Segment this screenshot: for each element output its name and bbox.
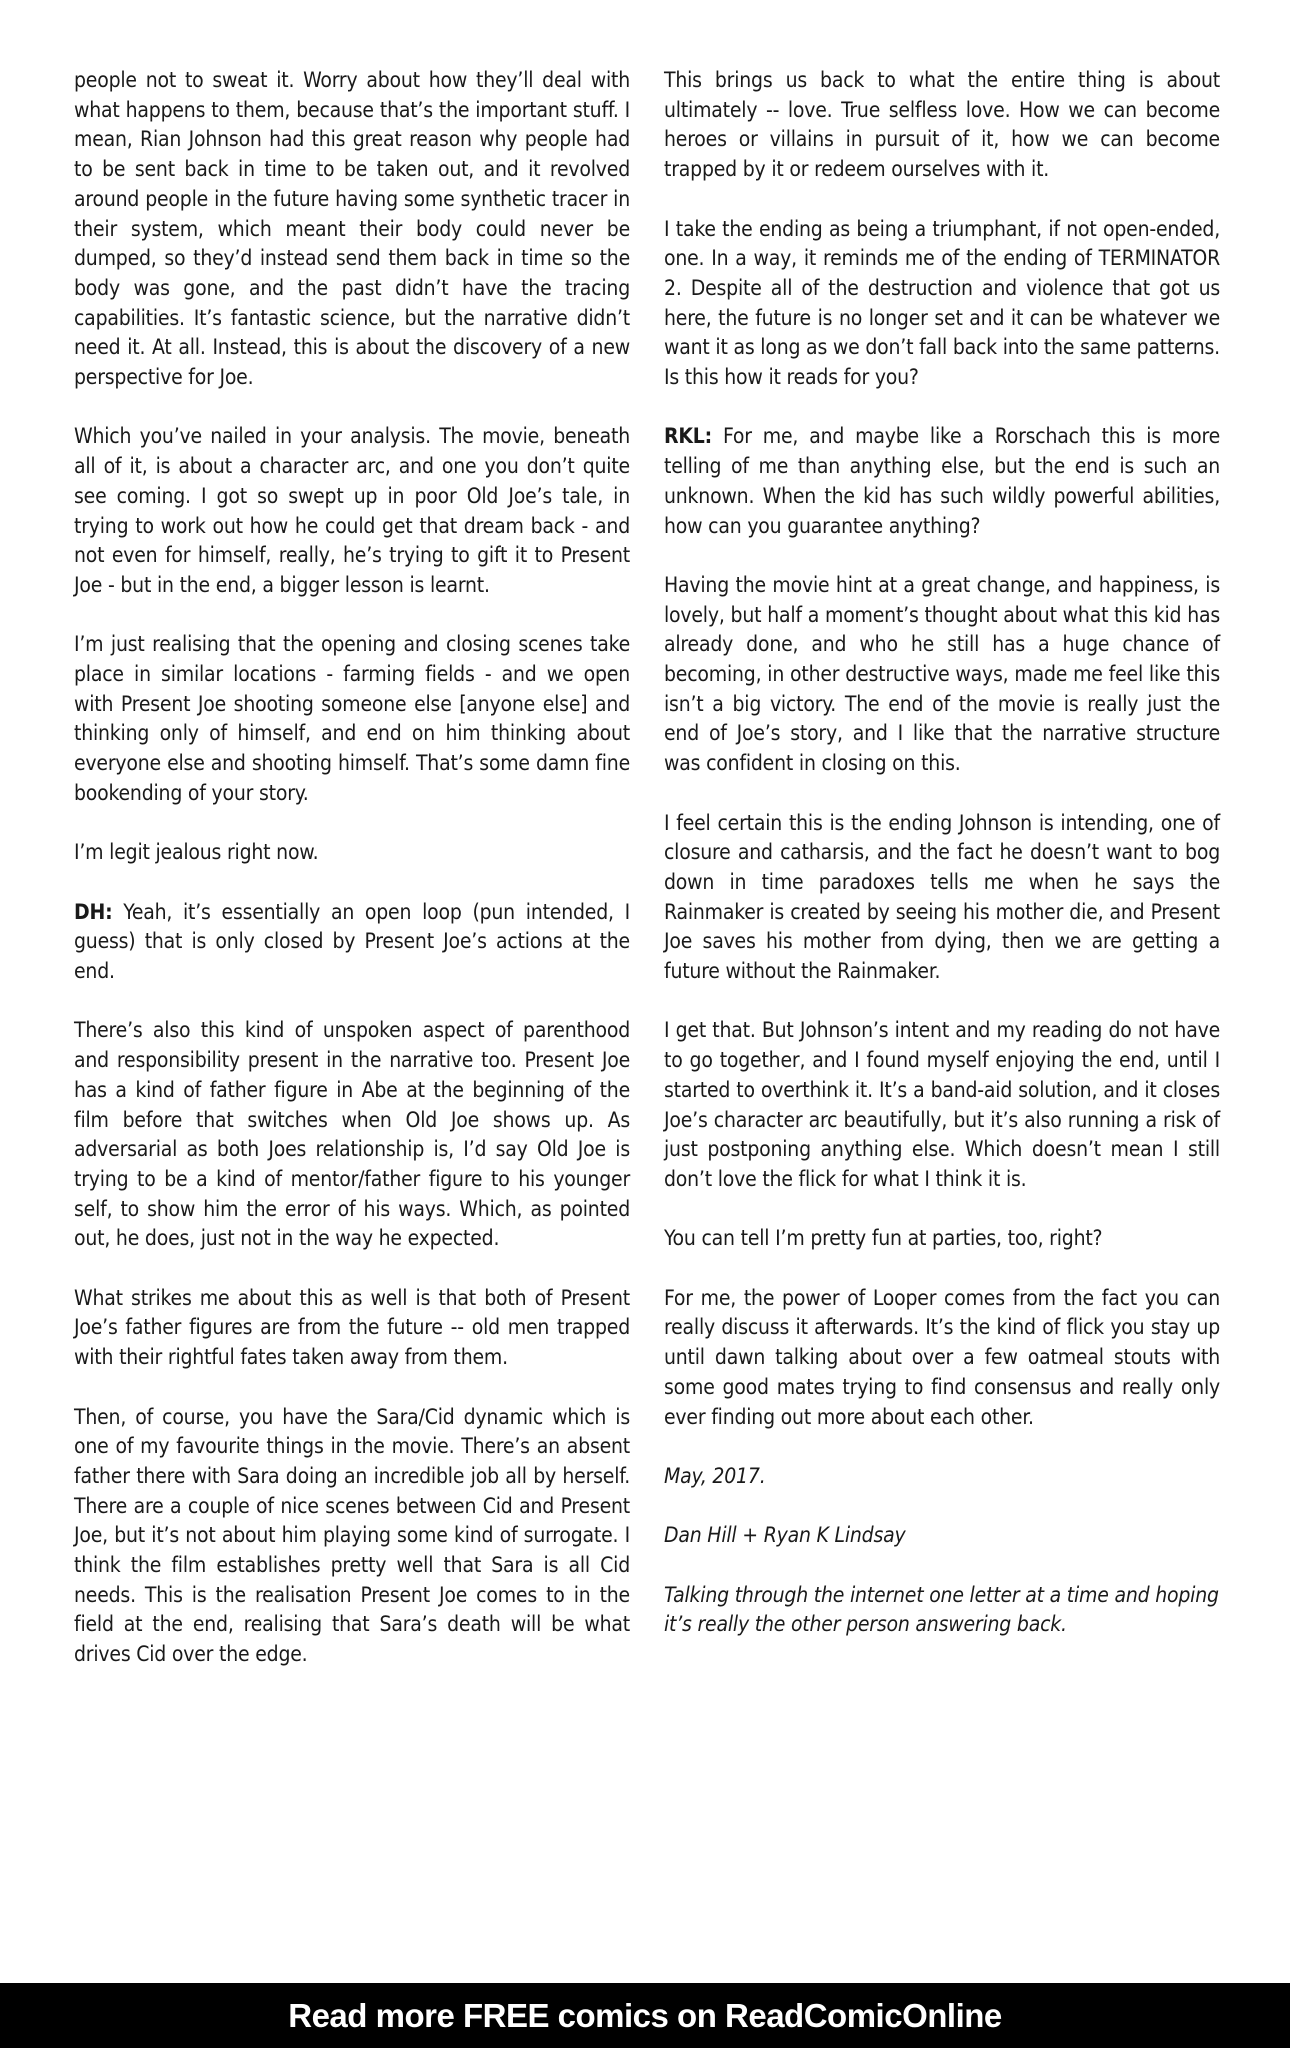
paragraph [664,1224,1220,1254]
paragraph [74,66,630,393]
paragraph-dh [74,898,630,987]
paragraph-text: I get that. But Johnson’s intent and my reading do not have to go together, and I found myself enjoying the end, until I started to overthink it. It’s a band-aid solution, and it closes Joe’s character arc beautifully, but it’s also running a risk of just postponing anything else. Which doesn’t mean I still don’t love the flick for what I think it is. [664,1018,1220,1191]
paragraph-text: I take the ending as being a triumphant, if not open-ended, one. In a way, it reminds me of the ending of TERMINATOR 2. Despite all of the destruction and violence that got us here, the future is no longer set and it can be whatever we want it as long as we don’t fall back into the same patterns. Is this how it reads for you? [664,216,1220,390]
paragraph [74,1016,630,1254]
paragraph-text: people not to sweat it. Worry about how they’ll deal with what happens to them, because that’s the important stuff. I mean, Rian Johnson had this great reason why people had to be sent back in time to be taken out, and it revolved around people in the future having some synthetic tracer in their system, which meant their body could never be dumped, so they’d instead send them back in time so the body was gone, and the past didn’t have the tracing capabilities. It’s fantastic science, but the narrative didn’t need it. At all. Instead, this is about the discovery of a new perspective for Joe. [74,68,630,390]
paragraph-text: For me, and maybe like a Rorschach this is more telling of me than anything else, but the end is such an unknown. When the kid has such wildly powerful abilities, how can you guarantee anything? [664,424,1220,538]
signoff-authors: Dan Hill + Ryan K Lindsay [664,1523,906,1548]
paragraph-text: I’m just realising that the opening and closing scenes take place in similar locations - farming fields - and we open with Present Joe shooting someone else [anyone else] and thinking only of himself, and end on him thinking about everyone else and shooting himself. That’s some damn fine bookending of your story. [74,632,630,805]
paragraph-text: This brings us back to what the entire thing is about ultimately -- love. True selfless love. How we can become heroes or villains in pursuit of it, how we can become trapped by it or redeem ourselves with it. [664,68,1220,182]
paragraph-text: Which you’ve nailed in your analysis. The movie, beneath all of it, is about a character arc, and one you don’t quite see coming. I got so swept up in poor Old Joe’s tale, in trying to work out how he could get that dream back - and not even for himself, really, he’s trying to gift it to Present Joe - but in the end, a bigger lesson is learnt. [74,424,630,597]
speaker-label: DH: [74,899,113,924]
paragraph [74,1403,630,1670]
paragraph-text: I’m legit jealous right now. [74,840,319,865]
paragraph-text: I feel certain this is the ending Johnson is intending, one of closure and catharsis, and the fact he doesn’t want to bog down in time paradoxes tells me when he says the Rainmaker is created by seeing his mother die, and Present Joe saves his mother from dying, then we are getting a future without the Rainmaker. [664,810,1220,984]
right-column [664,66,1220,1670]
paragraph-text: For me, the power of Looper comes from the fact you can really discuss it afterwards. It’s the kind of flick you stay up until dawn talking about over a few oatmeal stouts with some good mates trying to find consensus and really only ever finding out more about each other. [664,1285,1220,1429]
paragraph [664,66,1220,185]
paragraph [74,838,630,868]
paragraph-text: You can tell I’m pretty fun at parties, too, right? [664,1226,1103,1251]
paragraph [664,571,1220,779]
paragraph [664,215,1220,393]
speaker-label: RKL: [664,424,712,449]
left-column [74,66,630,1700]
paragraph [664,809,1220,987]
paragraph-text: Having the movie hint at a great change, and happiness, is lovely, but half a moment’s thought about what this kid has already done, and who he still has a huge chance of becoming, in other destructive ways, made me feel like this isn’t a big victory. The end of the movie is really just the end of Joe’s story, and I like that the narrative structure was confident in closing on this. [664,572,1220,776]
paragraph [74,630,630,808]
promo-banner-text[interactable]: Read more FREE comics on ReadComicOnline [288,1996,1002,2034]
paragraph [664,1284,1220,1433]
paragraph [74,422,630,600]
paragraph-rkl [664,422,1220,541]
paragraph [664,1016,1220,1194]
paragraph-text: Then, of course, you have the Sara/Cid dynamic which is one of my favourite things in the movie. There’s an absent father there with Sara doing an incredible job all by herself. There are a couple of nice scenes between Cid and Present Joe, but it’s not about him playing some kind of surrogate. I think the film establishes pretty well that Sara is all Cid needs. This is the realisation Present Joe comes to in the field at the end, realising that Sara’s death will be what drives Cid over the edge. [74,1404,630,1667]
signoff-date: May, 2017. [664,1463,766,1488]
signoff-tagline: Talking through the internet one letter at a time and hoping it’s really the other person answering back. [664,1582,1219,1637]
paragraph-text: What strikes me about this as well is that both of Present Joe’s father figures are from the future -- old men trapped with their rightful fates taken away from them. [74,1285,630,1370]
promo-banner[interactable] [0,1983,1290,2048]
paragraph-text: There’s also this kind of unspoken aspect of parenthood and responsibility present in the narrative too. Present Joe has a kind of father figure in Abe at the beginning of the film before that switches when Old Joe shows up. As adversarial as both Joes relationship is, I’d say Old Joe is trying to be a kind of mentor/father figure to his younger self, to show him the error of his ways. Which, as pointed out, he does, just not in the way he expected. [74,1018,630,1251]
paragraph [74,1284,630,1373]
paragraph-text: Yeah, it’s essentially an open loop (pun intended, I guess) that is only closed by Present Joe’s actions at the end. [74,899,630,984]
